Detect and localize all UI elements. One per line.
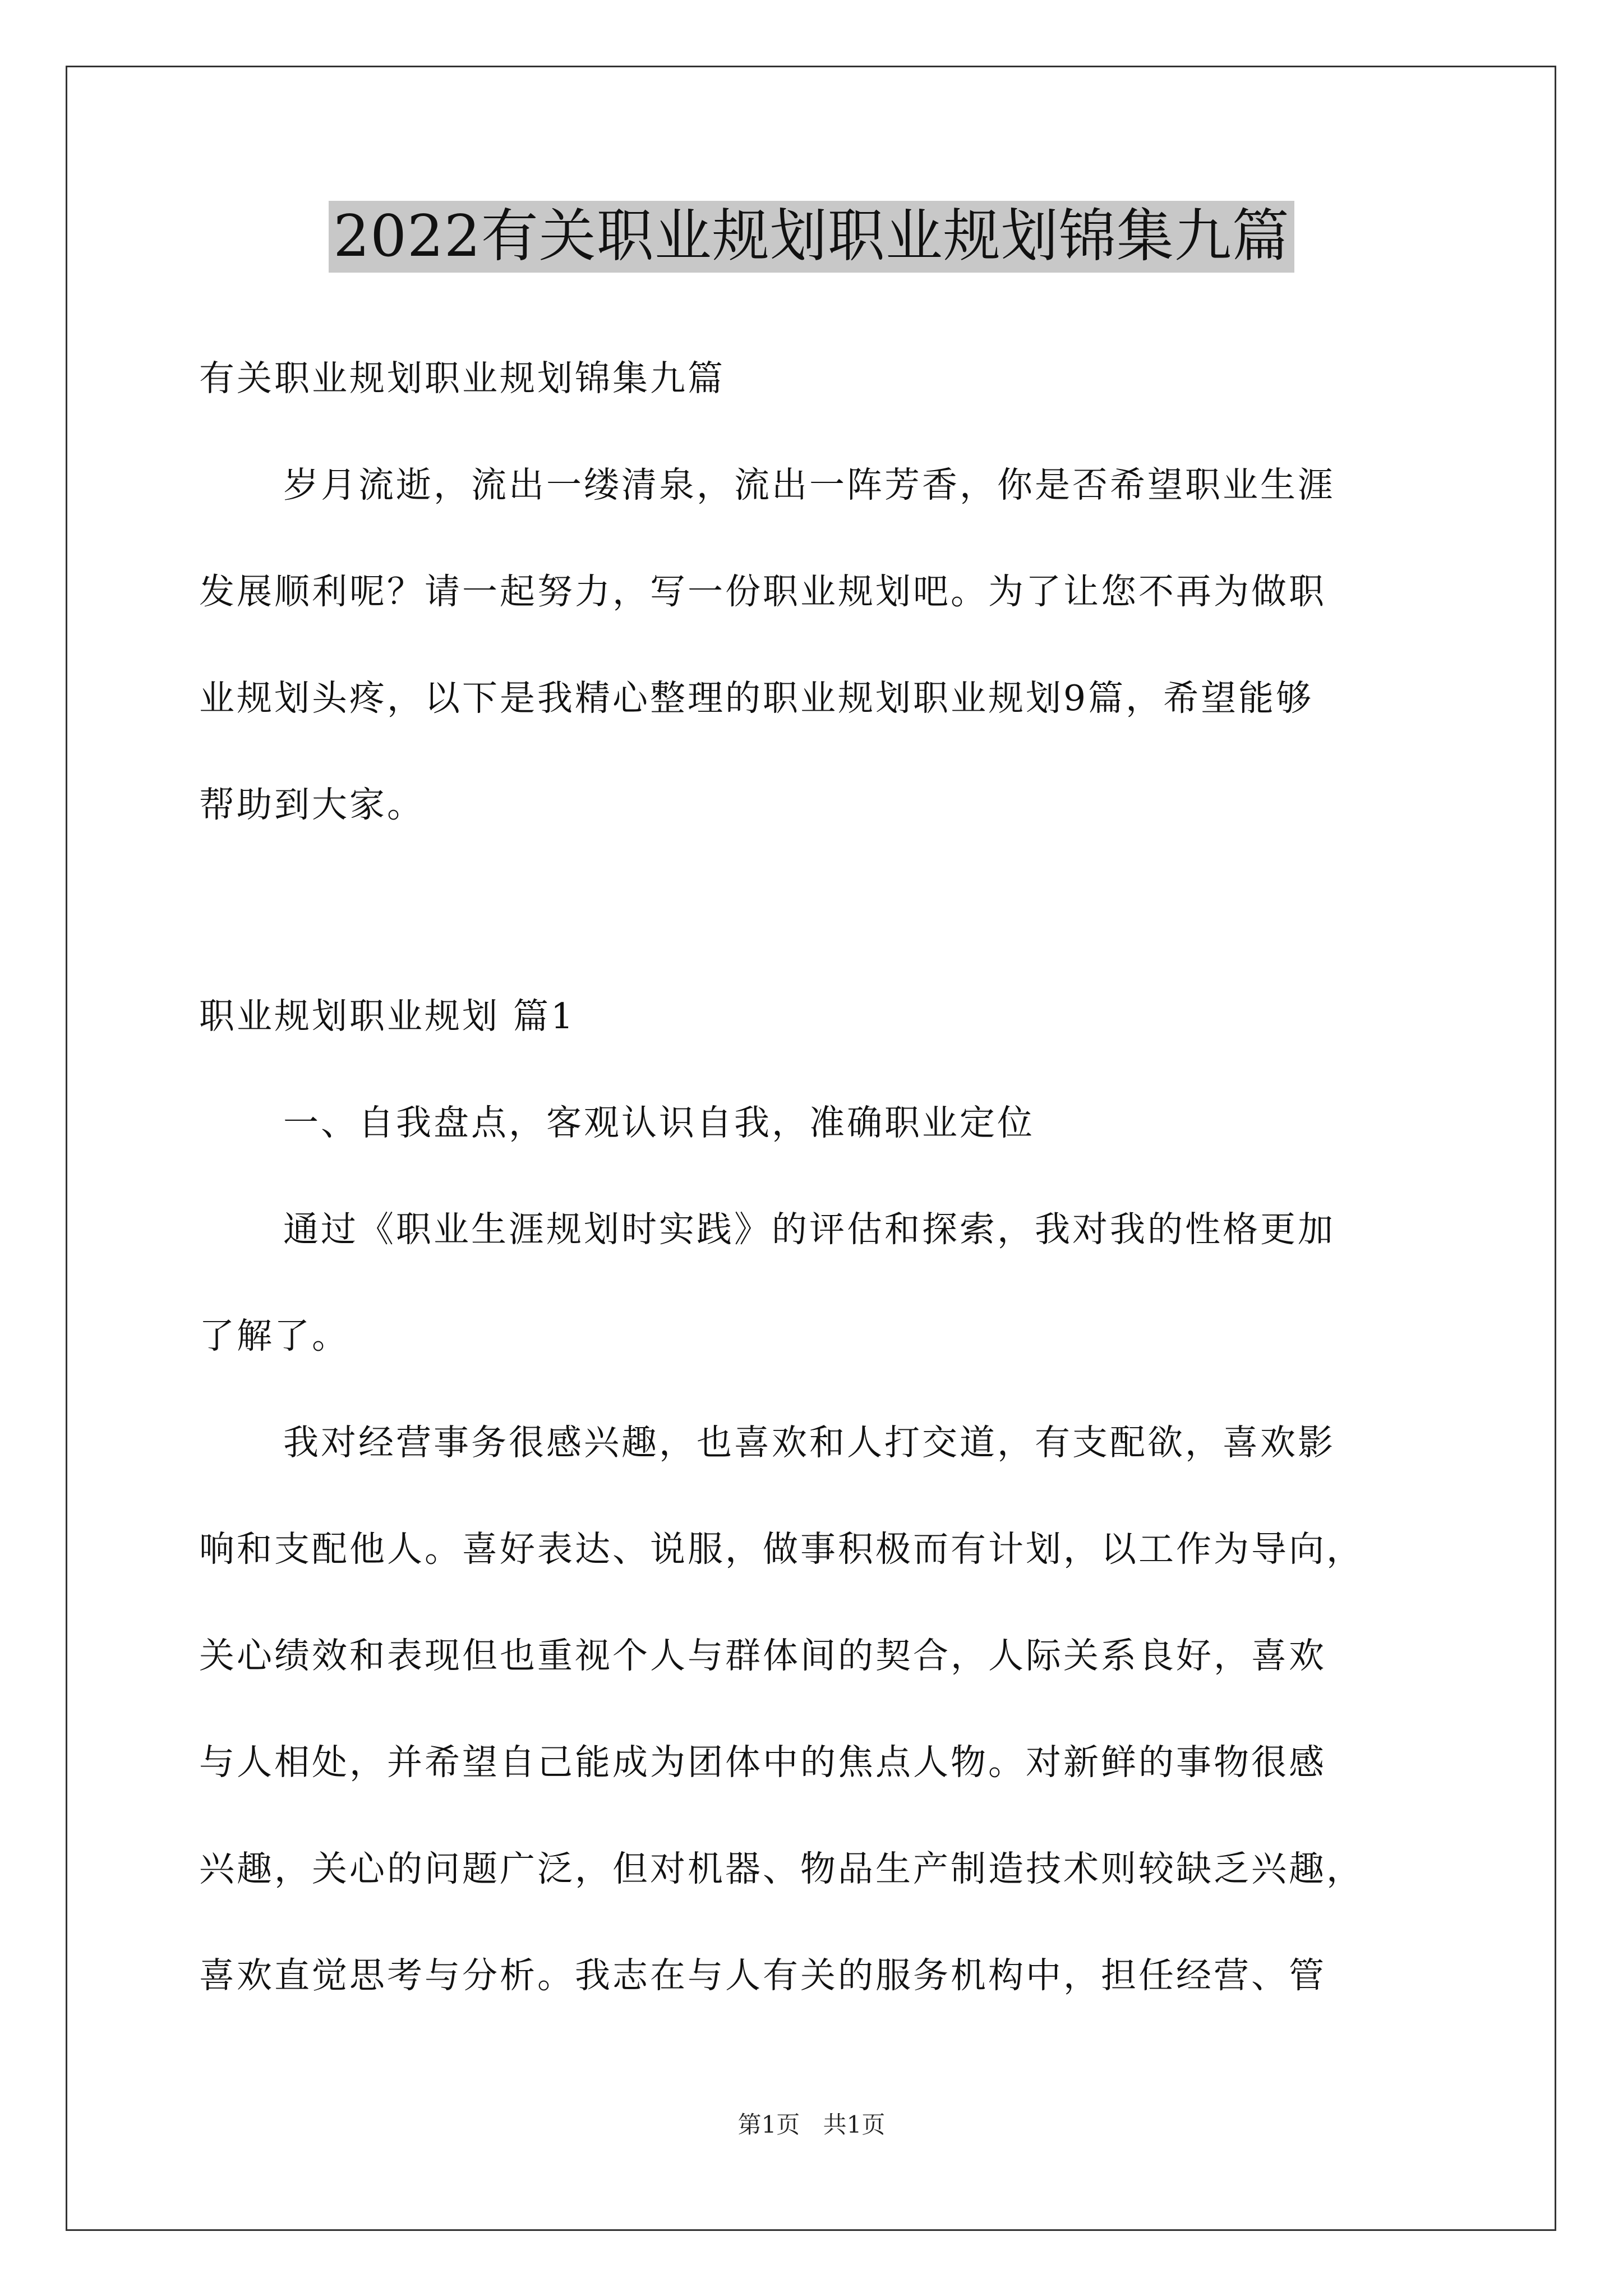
section-heading: 职业规划职业规划 篇1 (199, 996, 576, 1037)
intro-line-1: 岁月流逝，流出一缕清泉，流出一阵芳香，你是否希望职业生涯 (283, 464, 1335, 505)
para2-line-5: 兴趣，关心的问题广泛，但对机器、物品生产制造技术则较缺乏兴趣， (199, 1848, 1364, 1889)
para2-line-4: 与人相处，并希望自己能成为团体中的焦点人物。对新鲜的事物很感 (199, 1742, 1326, 1783)
para1-line-2: 了解了。 (199, 1315, 349, 1356)
page-total: 共1页 (823, 2111, 886, 2138)
para2-line-2: 响和支配他人。喜好表达、说服，做事积极而有计划，以工作为导向， (199, 1529, 1364, 1570)
intro-line-2: 发展顺利呢？请一起努力，写一份职业规划吧。为了让您不再为做职 (199, 571, 1326, 612)
intro-line-3: 业规划头疼，以下是我精心整理的职业规划职业规划9篇，希望能够 (199, 678, 1314, 719)
document-title: 2022有关职业规划职业规划锦集九篇 (329, 201, 1294, 273)
intro-line-4: 帮助到大家。 (199, 784, 425, 825)
page-number: 第1页 (737, 2111, 800, 2138)
title-container (0, 201, 1623, 273)
document-subtitle: 有关职业规划职业规划锦集九篇 (199, 358, 725, 399)
page-footer (0, 2109, 1623, 2141)
sub-heading: 一、自我盘点，客观认识自我，准确职业定位 (283, 1102, 1035, 1143)
para2-line-6: 喜欢直觉思考与分析。我志在与人有关的服务机构中，担任经营、管 (199, 1955, 1326, 1996)
para2-line-1: 我对经营事务很感兴趣，也喜欢和人打交道，有支配欲，喜欢影 (283, 1422, 1335, 1463)
para1-line-1: 通过《职业生涯规划时实践》的评估和探索，我对我的性格更加 (283, 1209, 1335, 1250)
para2-line-3: 关心绩效和表现但也重视个人与群体间的契合，人际关系良好，喜欢 (199, 1635, 1326, 1676)
